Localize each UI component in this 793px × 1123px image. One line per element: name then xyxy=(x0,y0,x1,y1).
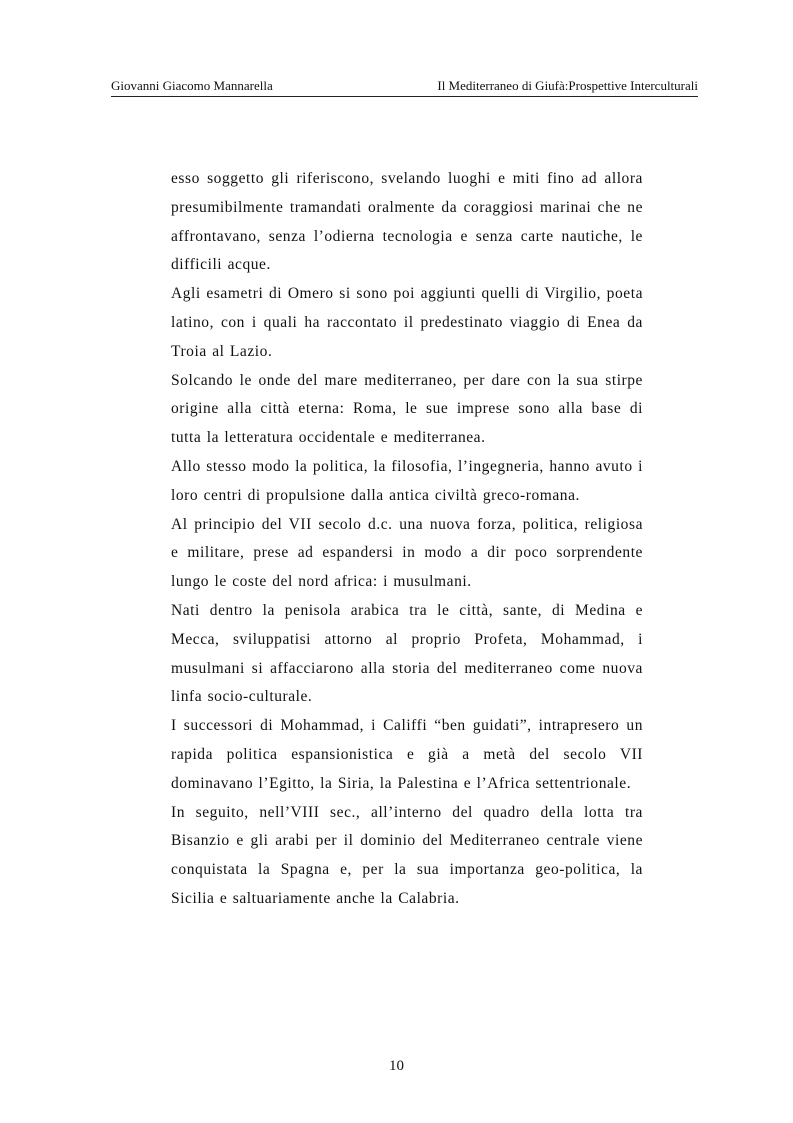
paragraph: I successori di Mohammad, i Califfi “ben guidati”, intrapresero un rapida politica espansionistica e già a metà del secolo VII dominavano l’Egitto, la Siria, la Palestina e l’Africa settentrionale. xyxy=(171,717,643,792)
paragraph: Nati dentro la penisola arabica tra le città, sante, di Medina e Mecca, sviluppatisi attorno al proprio Profeta, Mohammad, i musulmani si affacciarono alla storia del mediterraneo come nuova linfa socio-culturale. xyxy=(171,601,643,706)
body-text xyxy=(171,165,643,914)
header-title: Il Mediterraneo di Giufà:Prospettive Interculturali xyxy=(437,78,698,93)
paragraph: esso soggetto gli riferiscono, svelando luoghi e miti fino ad allora presumibilmente tramandati oralmente da coraggiosi marinai che ne affrontavano, senza l’odierna tecnologia e senza carte nautiche, le difficili acque. xyxy=(171,170,643,274)
paragraph: Solcando le onde del mare mediterraneo, per dare con la sua stirpe origine alla città eterna: Roma, le sue imprese sono alla base di tutta la letteratura occidentale e mediterranea. xyxy=(171,371,643,447)
page-number: 10 xyxy=(389,1058,404,1074)
paragraph: Al principio del VII secolo d.c. una nuova forza, politica, religiosa e militare, prese ad espandersi in modo a dir poco sorprendente lungo le coste del nord africa: i musulmani. xyxy=(171,515,643,591)
paragraph: Agli esametri di Omero si sono poi aggiunti quelli di Virgilio, poeta latino, con i quali ha raccontato il predestinato viaggio di Enea da Troia al Lazio. xyxy=(171,285,643,360)
paragraph: Allo stesso modo la politica, la filosofia, l’ingegneria, hanno avuto i loro centri di propulsione dalla antica civiltà greco-romana. xyxy=(171,457,643,504)
paragraph: In seguito, nell’VIII sec., all’interno del quadro della lotta tra Bisanzio e gli arabi per il dominio del Mediterraneo centrale viene conquistata la Spagna e, per la sua importanza geo-politica, la Sicilia e saltuariamente anche la Calabria. xyxy=(171,803,643,907)
header-author: Giovanni Giacomo Mannarella xyxy=(111,78,273,93)
running-header xyxy=(111,78,698,97)
